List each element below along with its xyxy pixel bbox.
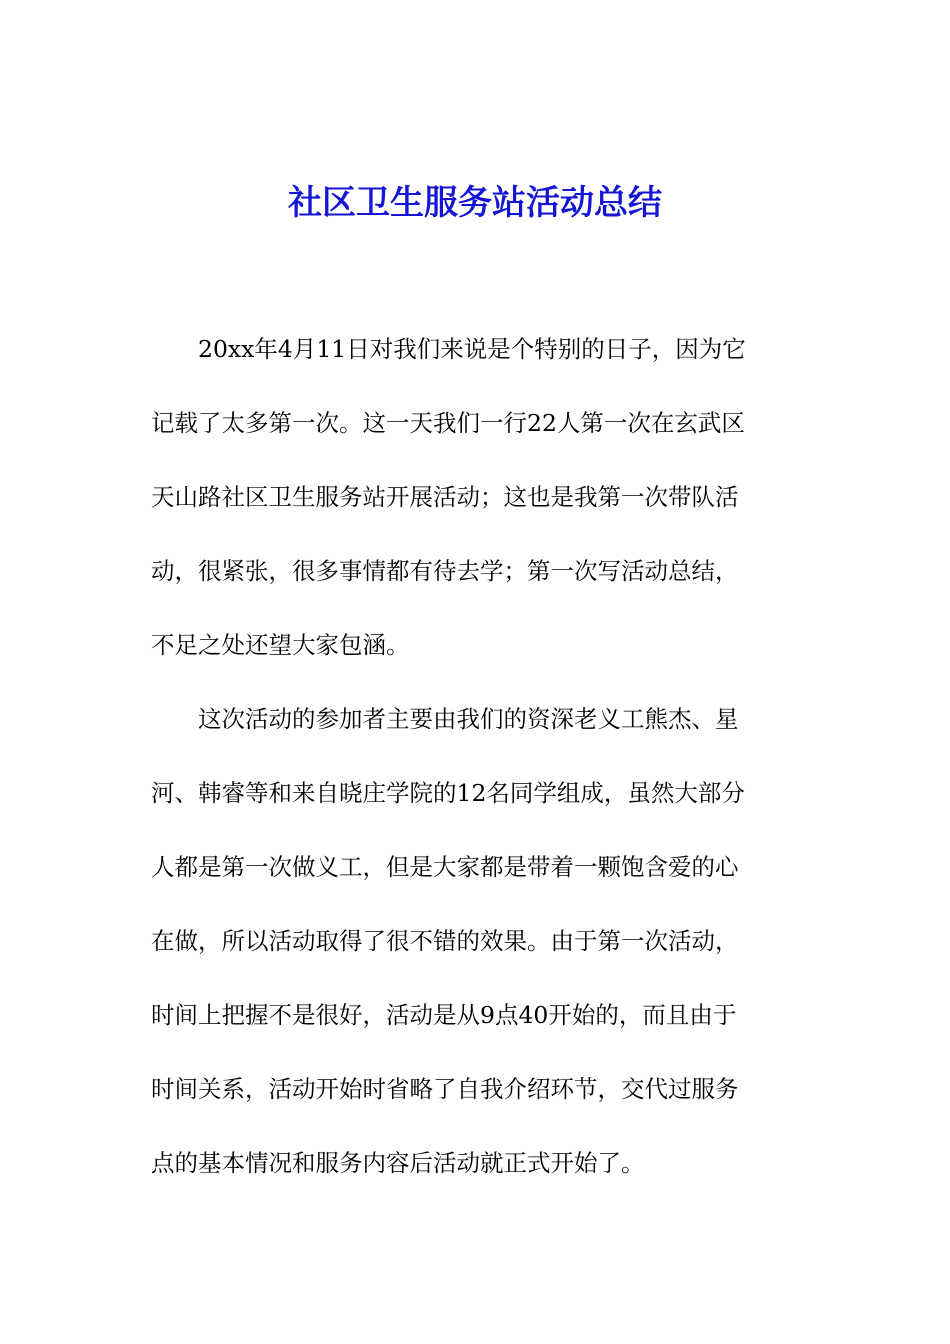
paragraph-line: 天山路社区卫生服务站开展活动；这也是我第一次带队活	[151, 483, 739, 511]
paragraph-line: 20xx年4月11日对我们来说是个特别的日子，因为它	[198, 335, 746, 363]
paragraph-line: 人都是第一次做义工，但是大家都是带着一颗饱含爱的心	[151, 853, 739, 881]
paragraph-line: 时间关系，活动开始时省略了自我介绍环节，交代过服务	[151, 1075, 739, 1103]
document-title: 社区卫生服务站活动总结	[288, 183, 662, 223]
paragraph-line: 点的基本情况和服务内容后活动就正式开始了。	[151, 1149, 645, 1177]
paragraph-line: 这次活动的参加者主要由我们的资深老义工熊杰、星	[198, 705, 739, 733]
paragraph-1	[151, 330, 801, 700]
document-body	[151, 330, 801, 1218]
paragraph-line: 动，很紧张，很多事情都有待去学；第一次写活动总结，	[151, 557, 739, 585]
paragraph-line: 河、韩睿等和来自晓庄学院的12名同学组成，虽然大部分	[151, 779, 745, 807]
paragraph-line: 在做，所以活动取得了很不错的效果。由于第一次活动，	[151, 927, 739, 955]
paragraph-line: 记载了太多第一次。这一天我们一行22人第一次在玄武区	[151, 409, 745, 437]
paragraph-line: 不足之处还望大家包涵。	[151, 631, 410, 659]
paragraph-2	[151, 700, 801, 1218]
paragraph-line: 时间上把握不是很好，活动是从9点40开始的，而且由于	[151, 1001, 737, 1029]
